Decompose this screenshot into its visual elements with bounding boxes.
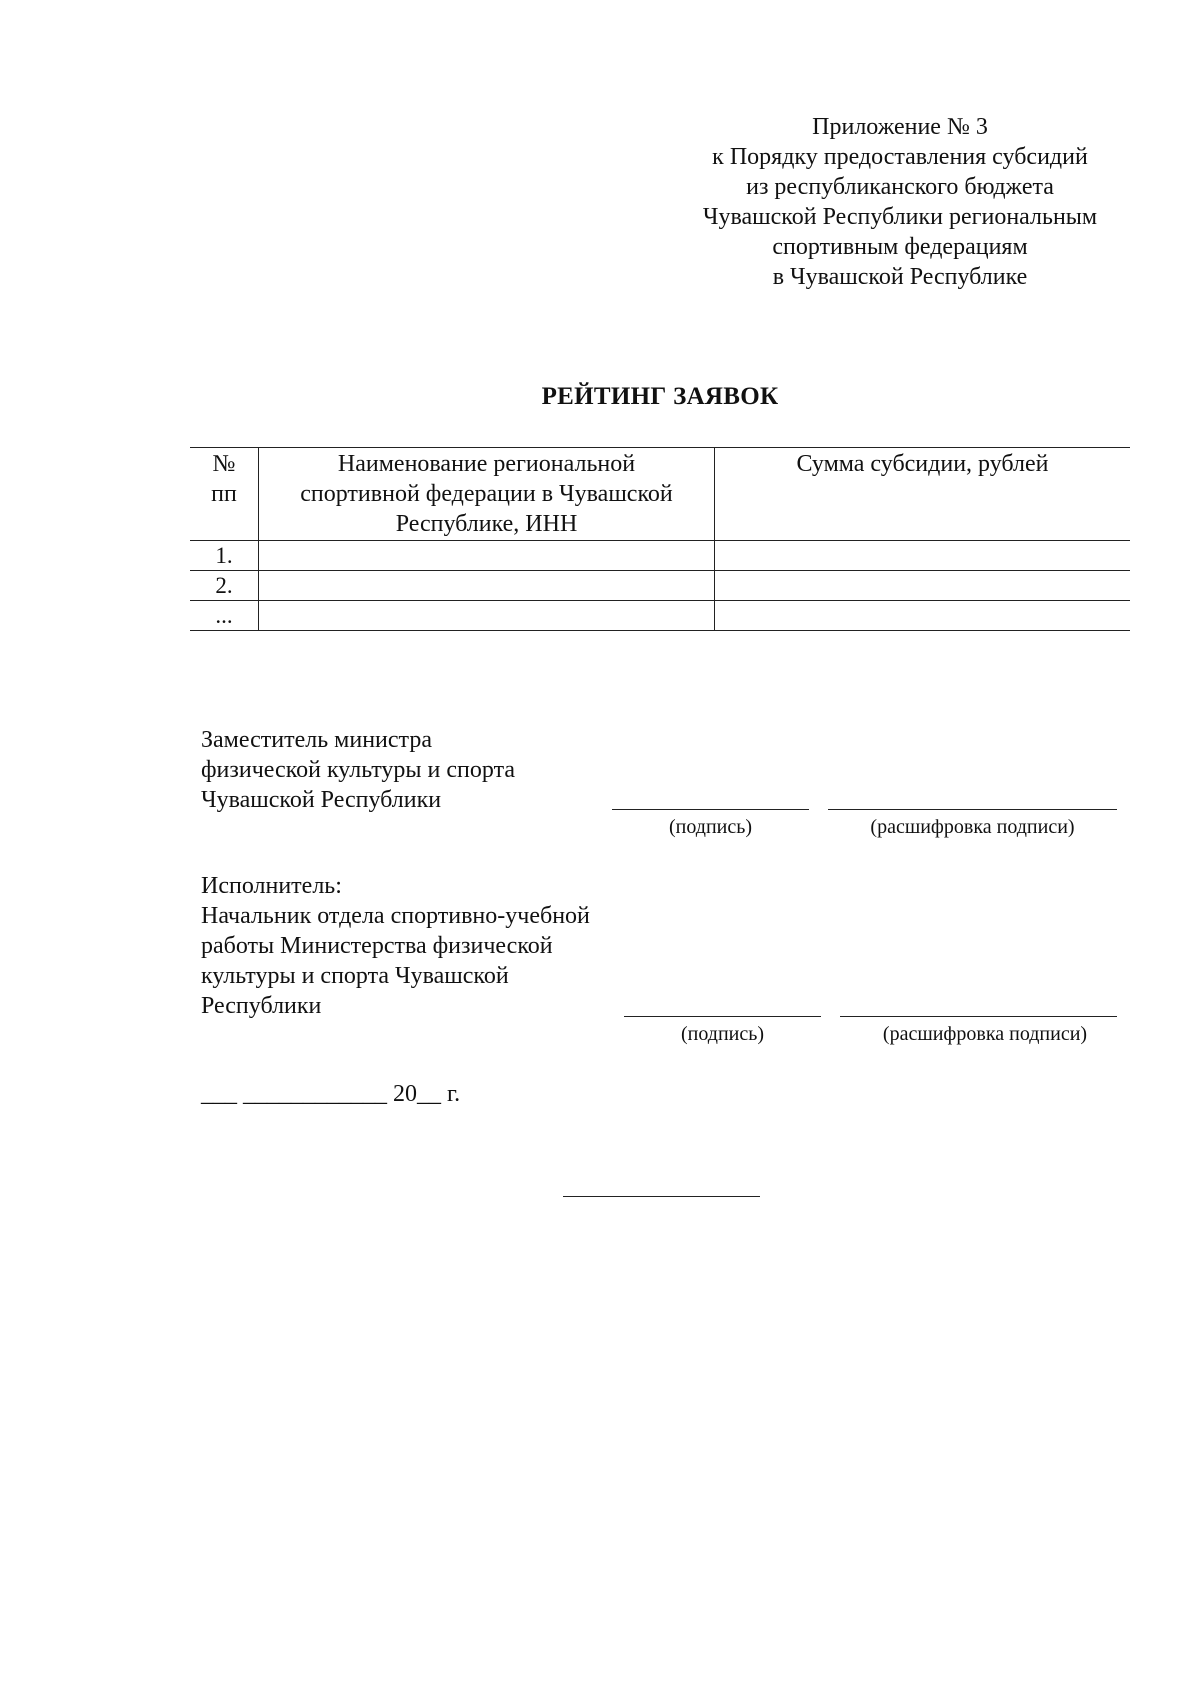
signatory-signature-line <box>612 809 809 810</box>
header-num-line: пп <box>211 481 237 507</box>
appendix-header <box>640 112 1160 292</box>
header-name-line: спортивной федерации в Чувашской <box>300 481 673 507</box>
executor-line: Исполнитель: <box>201 873 342 899</box>
table-row <box>190 601 1130 631</box>
row-num: ... <box>190 601 259 631</box>
signatory-block <box>201 725 515 815</box>
executor-line: Республики <box>201 993 322 1019</box>
header-name-line: Республике, ИНН <box>395 511 578 537</box>
appendix-header-line: Чувашской Республики региональным <box>702 204 1098 230</box>
header-name-line: Наименование региональной <box>337 451 636 477</box>
rating-table <box>190 447 1130 631</box>
executor-signature-caption: (подпись) <box>680 1023 765 1045</box>
signatory-line: физической культуры и спорта <box>201 757 516 783</box>
row-sum <box>715 541 1131 571</box>
document-title: РЕЙТИНГ ЗАЯВОК <box>541 383 779 410</box>
appendix-header-line: спортивным федерациям <box>772 234 1028 260</box>
row-name <box>259 541 715 571</box>
row-name <box>259 571 715 601</box>
appendix-header-line: к Порядку предоставления субсидий <box>712 144 1088 170</box>
executor-signature-line <box>624 1016 821 1017</box>
appendix-header-line: в Чувашской Республике <box>772 264 1028 290</box>
row-sum <box>715 571 1131 601</box>
executor-line: Начальник отдела спортивно-учебной <box>201 903 590 929</box>
row-sum <box>715 601 1131 631</box>
signatory-line: Чувашской Республики <box>201 787 442 813</box>
table-header-row <box>190 448 1130 541</box>
header-sum: Сумма субсидии, рублей <box>715 448 1131 541</box>
appendix-header-line: из республиканского бюджета <box>746 174 1054 200</box>
signatory-line: Заместитель министра <box>201 727 432 753</box>
header-num-line: № <box>212 451 236 477</box>
row-name <box>259 601 715 631</box>
date-field: ___ ____________ 20__ г. <box>201 1081 461 1107</box>
executor-decoding-caption: (расшифровка подписи) <box>882 1023 1088 1045</box>
executor-decoding-line <box>840 1016 1117 1017</box>
closing-rule <box>563 1196 760 1197</box>
executor-block <box>201 871 590 1021</box>
table-row <box>190 571 1130 601</box>
executor-line: работы Министерства физической <box>201 933 553 959</box>
header-name <box>259 448 715 541</box>
signatory-signature-caption: (подпись) <box>668 816 753 838</box>
row-num: 1. <box>190 541 259 571</box>
row-num: 2. <box>190 571 259 601</box>
signatory-decoding-caption: (расшифровка подписи) <box>870 816 1075 838</box>
table-row <box>190 541 1130 571</box>
executor-line: культуры и спорта Чувашской <box>201 963 509 989</box>
header-num <box>190 448 259 541</box>
appendix-header-line: Приложение № 3 <box>812 114 988 140</box>
signatory-decoding-line <box>828 809 1117 810</box>
